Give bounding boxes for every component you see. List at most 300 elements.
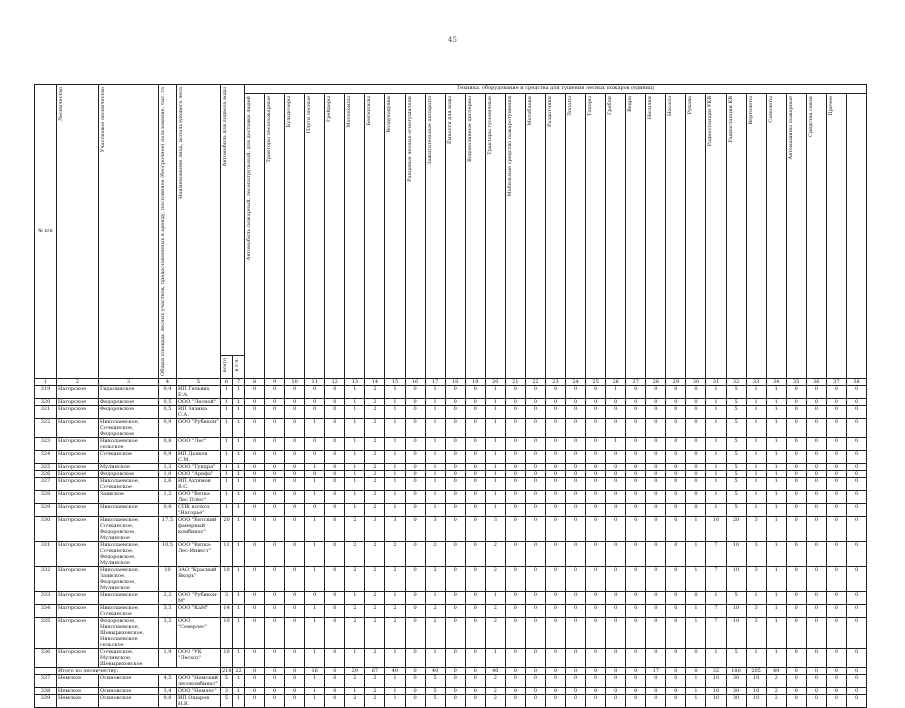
row-value: 2 [485, 541, 505, 566]
col-header-equip-29 [806, 94, 826, 379]
column-number: 6 [221, 378, 233, 385]
row-value: 3 [365, 516, 385, 541]
row-value: 2 [345, 674, 365, 687]
row-value: 0 [566, 516, 586, 541]
row-value: 0 [626, 405, 646, 418]
row-value: 0 [285, 503, 305, 516]
row-value: 0 [445, 463, 465, 470]
row-value: 2 [365, 398, 385, 405]
row-value: 0 [245, 541, 265, 566]
row-value: 1 [766, 516, 786, 541]
row-value: 1 [425, 490, 445, 503]
row-value: 0 [646, 450, 666, 463]
total-value: 0 [586, 667, 606, 674]
row-value: 1 [233, 591, 245, 604]
row-value: 7 [706, 566, 726, 591]
col-header-equip-10 [425, 94, 445, 379]
row-value: 0 [325, 450, 345, 463]
col-header-equip-25-text: Радиостанции КВ [727, 96, 734, 143]
row-value: 1 [425, 648, 445, 667]
row-value: 1 [766, 470, 786, 477]
row-uch-lesnichestvo: Гидалинское [99, 385, 159, 398]
col-header-equip-6 [345, 94, 365, 379]
row-lesnichestvo: Нагорское [57, 617, 99, 648]
row-value: 1 [425, 418, 445, 437]
row-value: 0 [265, 503, 285, 516]
row-value: 3 [746, 516, 766, 541]
row-value: 1 [385, 405, 405, 418]
row-value: 1 [345, 470, 365, 477]
row-value: 0 [606, 503, 626, 516]
row-value: 0 [305, 437, 325, 450]
row-value: 5 [726, 490, 746, 503]
row-value: 1 [746, 418, 766, 437]
row-value: 1 [485, 477, 505, 490]
row-value: 0 [646, 541, 666, 566]
row-value: 0 [265, 450, 285, 463]
row-value: 1 [385, 490, 405, 503]
page-number: 45 [448, 36, 457, 44]
row-value: 1 [425, 437, 445, 450]
column-number: 3 [99, 378, 159, 385]
column-number: 1 [35, 378, 57, 385]
row-value: 0 [265, 674, 285, 687]
row-value: 0 [606, 648, 626, 667]
row-value: 5 [221, 674, 233, 687]
row-value: 1 [221, 437, 233, 450]
row-value: 0 [586, 648, 606, 667]
row-area: 3,3 [159, 604, 177, 617]
row-value: 0 [606, 604, 626, 617]
column-number: 7 [233, 378, 245, 385]
row-value: 0 [826, 470, 846, 477]
row-value: 0 [525, 405, 545, 418]
row-value: 0 [465, 490, 485, 503]
row-value: 0 [525, 674, 545, 687]
row-value: 0 [826, 450, 846, 463]
row-value: 0 [245, 490, 265, 503]
row-org: ООО "Немский лесокомбинат" [177, 674, 221, 687]
row-value: 0 [826, 385, 846, 398]
row-value: 0 [666, 674, 686, 687]
row-value: 0 [325, 674, 345, 687]
row-lesnichestvo: Нагорское [57, 591, 99, 604]
row-area: 0,8 [159, 437, 177, 450]
row-value: 0 [505, 674, 525, 687]
row-value: 1 [766, 463, 786, 470]
row-value: 2 [365, 463, 385, 470]
row-value: 0 [586, 674, 606, 687]
row-value: 0 [445, 405, 465, 418]
row-value: 1 [221, 405, 233, 418]
row-value: 0 [245, 674, 265, 687]
row-number: 331 [35, 541, 57, 566]
row-value: 0 [465, 437, 485, 450]
row-value: 1 [233, 477, 245, 490]
col-header-equip-21-text: Носилки [647, 96, 654, 120]
row-value: 10 [726, 566, 746, 591]
row-value: 0 [545, 398, 565, 405]
row-value: 0 [846, 470, 866, 477]
row-value: 1 [485, 418, 505, 437]
row-value: 1 [233, 450, 245, 463]
total-row [35, 667, 867, 674]
row-value: 1 [305, 418, 325, 437]
row-value: 1 [746, 463, 766, 470]
row-value: 0 [786, 503, 806, 516]
row-value: 0 [646, 418, 666, 437]
row-uch-lesnichestvo: Федоровское [99, 405, 159, 418]
row-value: 0 [285, 405, 305, 418]
col-header-equip-21 [646, 94, 666, 379]
row-value: 0 [285, 687, 305, 694]
row-value: 0 [325, 591, 345, 604]
row-lesnichestvo: Немское [57, 687, 99, 694]
row-value: 1 [425, 385, 445, 398]
row-value: 0 [826, 477, 846, 490]
row-value: 2 [365, 541, 385, 566]
row-value: 0 [806, 516, 826, 541]
row-value: 0 [806, 591, 826, 604]
row-value: 3 [746, 541, 766, 566]
row-value: 0 [646, 617, 666, 648]
table-row [35, 385, 867, 398]
row-value: 0 [586, 541, 606, 566]
row-value: 0 [545, 418, 565, 437]
row-value: 30 [726, 674, 746, 687]
row-lesnichestvo: Немское [57, 694, 99, 707]
row-value: 0 [305, 450, 325, 463]
col-header-equip-8 [385, 94, 405, 379]
row-value: 0 [265, 687, 285, 694]
row-value: 20 [726, 516, 746, 541]
row-value: 0 [465, 604, 485, 617]
row-value: 0 [566, 398, 586, 405]
row-value: 1 [425, 503, 445, 516]
col-header-equip-15 [525, 94, 545, 379]
row-value: 0 [505, 385, 525, 398]
total-value: 22 [233, 667, 245, 674]
row-value: 0 [545, 604, 565, 617]
row-lesnichestvo: Нагорское [57, 437, 99, 450]
row-value: 0 [265, 477, 285, 490]
row-value: 0 [545, 591, 565, 604]
row-value: 1 [686, 617, 706, 648]
col-header-equip-2 [265, 94, 285, 379]
total-value: 180 [726, 667, 746, 674]
row-value: 3 [425, 516, 445, 541]
row-value: 0 [686, 463, 706, 470]
row-value: 0 [465, 477, 485, 490]
row-value: 0 [325, 648, 345, 667]
table-row [35, 516, 867, 541]
row-value: 0 [325, 405, 345, 418]
row-value: 1 [706, 648, 726, 667]
row-value: 0 [566, 687, 586, 694]
row-value: 0 [525, 450, 545, 463]
row-value: 10 [706, 694, 726, 707]
row-value: 2 [385, 604, 405, 617]
col-header-equip-22-text: Насосы [667, 96, 674, 116]
row-value: 2 [365, 648, 385, 667]
row-value: 0 [405, 437, 425, 450]
row-value: 1 [345, 591, 365, 604]
row-value: 0 [586, 405, 606, 418]
row-value: 1 [385, 648, 405, 667]
row-value: 5 [425, 687, 445, 694]
row-value: 2 [365, 674, 385, 687]
row-value: 1 [221, 463, 233, 470]
row-value: 0 [566, 418, 586, 437]
row-value: 3 [221, 687, 233, 694]
row-value: 10 [221, 617, 233, 648]
row-value: 1 [305, 463, 325, 470]
row-lesnichestvo: Нагорское [57, 490, 99, 503]
row-org: ЗАО "Красный Якорь" [177, 566, 221, 591]
row-value: 1 [746, 503, 766, 516]
row-value: 0 [405, 604, 425, 617]
col-header-uch-lesnichestvo [99, 85, 159, 379]
total-value: 29 [345, 667, 365, 674]
row-value: 0 [846, 687, 866, 694]
row-value: 1 [706, 591, 726, 604]
fire-equipment-table [34, 84, 867, 708]
row-value: 0 [686, 503, 706, 516]
row-value: 0 [525, 477, 545, 490]
col-header-equip-22 [666, 94, 686, 379]
row-uch-lesnichestvo: Сочкинское [99, 450, 159, 463]
row-value: 0 [606, 463, 626, 470]
row-value: 0 [505, 490, 525, 503]
row-value: 0 [686, 385, 706, 398]
row-value: 0 [786, 604, 806, 617]
row-value: 0 [846, 490, 866, 503]
row-value: 5 [726, 405, 746, 418]
row-org: ИП Зязина С.А. [177, 405, 221, 418]
col-header-equip-16-text: Раздатчики [546, 96, 553, 127]
row-value: 0 [405, 418, 425, 437]
row-value: 2 [345, 694, 365, 707]
row-value: 0 [285, 617, 305, 648]
row-value: 0 [405, 687, 425, 694]
row-value: 7 [706, 617, 726, 648]
row-value: 0 [405, 674, 425, 687]
row-area: 3,2 [159, 617, 177, 648]
row-value: 0 [626, 470, 646, 477]
row-number: 333 [35, 591, 57, 604]
row-value: 1 [305, 541, 325, 566]
table-row [35, 437, 867, 450]
column-number: 29 [666, 378, 686, 385]
col-header-equip-3-text: Бульдозеры [286, 96, 293, 128]
row-value: 0 [305, 385, 325, 398]
col-header-equip-8-text: Воздуходувки [386, 96, 393, 133]
row-value: 11 [221, 541, 233, 566]
row-value: 0 [505, 516, 525, 541]
col-header-equip-13-text: Тракторы гусеничные [486, 96, 493, 155]
row-value: 0 [586, 450, 606, 463]
row-value: 2 [485, 694, 505, 707]
row-value: 0 [545, 674, 565, 687]
row-value: 0 [245, 450, 265, 463]
col-header-sub-a-text: всего [222, 357, 228, 373]
table-row [35, 405, 867, 418]
row-value: 1 [305, 674, 325, 687]
col-header-equip-19 [606, 94, 626, 379]
row-org: ООО "Рубикон-М" [177, 591, 221, 604]
row-value: 0 [245, 516, 265, 541]
table-row [35, 450, 867, 463]
row-value: 0 [626, 418, 646, 437]
row-area: 2,6 [159, 477, 177, 490]
row-lesnichestvo: Нагорское [57, 450, 99, 463]
row-area: 1,0 [159, 470, 177, 477]
total-value: 0 [325, 667, 345, 674]
row-value: 0 [405, 490, 425, 503]
row-value: 0 [646, 470, 666, 477]
row-org: ООО "Рубикон" [177, 418, 221, 437]
row-value: 1 [221, 398, 233, 405]
total-value: 0 [465, 667, 485, 674]
row-value: 0 [525, 463, 545, 470]
row-value: 1 [233, 516, 245, 541]
row-org: ООО "Северлес" [177, 617, 221, 648]
col-header-equip-29-text: Средства связи [807, 96, 814, 137]
row-value: 1 [221, 470, 233, 477]
row-org: СПК колхоз "Нагорье" [177, 503, 221, 516]
row-value: 5 [221, 694, 233, 707]
row-value: 0 [786, 450, 806, 463]
col-header-equip-23 [686, 94, 706, 379]
row-value: 0 [666, 405, 686, 418]
row-value: 0 [545, 477, 565, 490]
row-value: 0 [465, 516, 485, 541]
header-row-numbering [35, 378, 867, 385]
row-value: 0 [525, 398, 545, 405]
row-value: 1 [385, 385, 405, 398]
row-value: 0 [806, 470, 826, 477]
row-value: 0 [786, 477, 806, 490]
row-lesnichestvo: Нагорское [57, 566, 99, 591]
row-value: 0 [525, 604, 545, 617]
row-value: 0 [445, 418, 465, 437]
row-value: 0 [786, 674, 806, 687]
col-header-uch-lesnichestvo-text: Участковое лесничество [100, 87, 106, 153]
row-value: 0 [686, 405, 706, 418]
row-value: 0 [806, 405, 826, 418]
table-row [35, 674, 867, 687]
row-value: 0 [646, 591, 666, 604]
row-lesnichestvo: Нагорское [57, 516, 99, 541]
column-number: 36 [806, 378, 826, 385]
row-value: 0 [586, 398, 606, 405]
row-value: 0 [786, 418, 806, 437]
row-value: 1 [221, 418, 233, 437]
row-value: 0 [806, 437, 826, 450]
row-value: 0 [806, 450, 826, 463]
row-value: 5 [726, 477, 746, 490]
row-value: 1 [766, 490, 786, 503]
row-value: 0 [846, 385, 866, 398]
row-value: 1 [221, 385, 233, 398]
row-value: 0 [405, 398, 425, 405]
row-value: 0 [505, 617, 525, 648]
row-value: 1 [766, 437, 786, 450]
row-value: 3 [746, 566, 766, 591]
row-value: 0 [566, 405, 586, 418]
row-value: 10 [726, 617, 746, 648]
row-value: 0 [505, 503, 525, 516]
row-value: 1 [345, 418, 365, 437]
column-number: 9 [265, 378, 285, 385]
row-value: 1 [686, 541, 706, 566]
row-value: 1 [425, 450, 445, 463]
row-value: 0 [566, 604, 586, 617]
col-header-equip-11 [445, 94, 465, 379]
row-value: 0 [626, 648, 646, 667]
row-value: 1 [485, 503, 505, 516]
column-number: 2 [57, 378, 99, 385]
row-value: 0 [586, 591, 606, 604]
row-value: 1 [385, 694, 405, 707]
row-value: 0 [666, 463, 686, 470]
row-value: 0 [525, 687, 545, 694]
row-value: 0 [646, 437, 666, 450]
row-uch-lesnichestvo: Осиновское [99, 687, 159, 694]
row-value: 0 [325, 490, 345, 503]
row-value: 0 [566, 470, 586, 477]
row-value: 0 [285, 437, 305, 450]
row-value: 1 [385, 503, 405, 516]
row-value: 0 [285, 477, 305, 490]
row-value: 1 [706, 450, 726, 463]
total-value: 67 [365, 667, 385, 674]
row-value: 0 [826, 674, 846, 687]
row-value: 0 [626, 617, 646, 648]
col-header-equip-18 [586, 94, 606, 379]
row-value: 0 [245, 617, 265, 648]
row-value: 0 [505, 463, 525, 470]
row-value: 0 [806, 674, 826, 687]
column-number: 18 [445, 378, 465, 385]
row-area: 10,5 [159, 541, 177, 566]
total-value: 0 [545, 667, 565, 674]
row-value: 10 [706, 687, 726, 694]
row-org: ИП Дьяков С.М. [177, 450, 221, 463]
row-value: 2 [345, 516, 365, 541]
col-header-equip-11-text: Ёмкости для воды [446, 96, 453, 145]
row-value: 1 [766, 398, 786, 405]
row-value: 0 [445, 437, 465, 450]
row-lesnichestvo: Нагорское [57, 477, 99, 490]
row-value: 1 [233, 617, 245, 648]
row-org: ООО "Лесной" [177, 398, 221, 405]
row-value: 0 [405, 566, 425, 591]
col-header-equip-5-text: Грейдеры [326, 96, 333, 123]
row-value: 1 [485, 450, 505, 463]
row-value: 0 [646, 398, 666, 405]
row-uch-lesnichestvo: Николаевское [99, 591, 159, 604]
row-value: 1 [766, 566, 786, 591]
row-value: 5 [425, 674, 445, 687]
row-value: 0 [245, 418, 265, 437]
row-value: 1 [233, 566, 245, 591]
row-value: 0 [405, 477, 425, 490]
row-value: 0 [245, 437, 265, 450]
row-value: 1 [305, 687, 325, 694]
table-row [35, 617, 867, 648]
row-value: 0 [586, 687, 606, 694]
